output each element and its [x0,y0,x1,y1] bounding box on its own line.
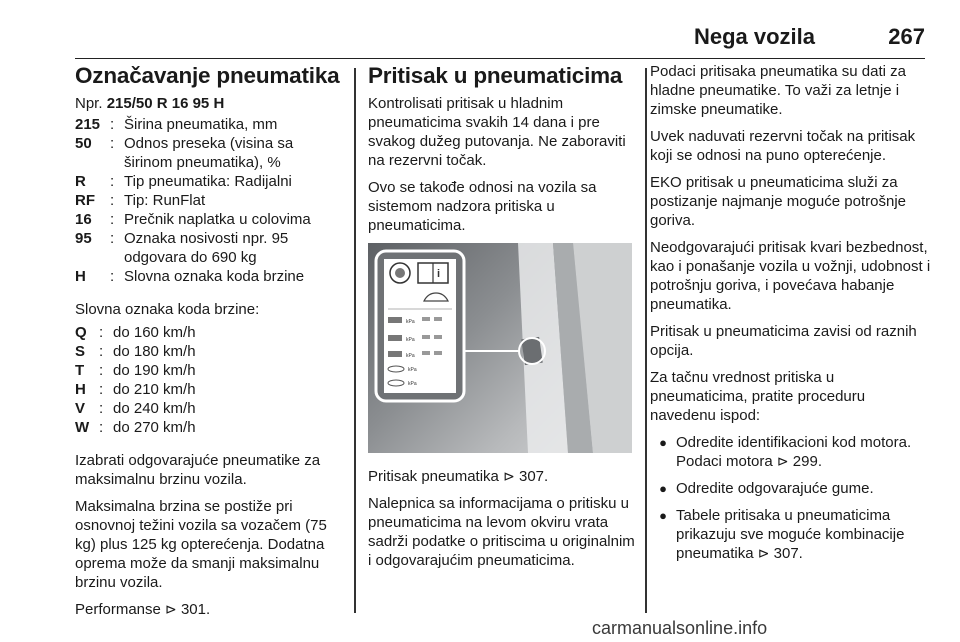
page-ref[interactable]: 307. [773,545,803,562]
column-pressure-details [650,62,932,571]
paragraph: Ovo se takođe odnosi na vozila sa sistemom nadzora pritiska u pneumaticima. [368,179,597,234]
speed-row: H : do 210 km/h [75,381,196,398]
column-divider [354,68,356,613]
paragraph: Neodgovarajući pritisak kvari bezbednost, kao i ponašanje vozila u vožnji, udobnost i potrošnju goriva, i povećava habanje pneumatika. [650,239,931,313]
example-code: 215/50 R 16 95 H [106,95,225,112]
kpa-label: kPa [406,319,415,325]
page-ref-icon: ⊳ [165,601,177,617]
def-row: R : Tip pneumatika: Radijalni [75,173,292,190]
list-item: ● Odredite identifikacioni kod motora. Podaci motora ⊳ 299. [650,433,932,471]
page-number: 267 [888,24,925,49]
speed-intro: Slovna oznaka koda brzine: [75,301,260,318]
paragraph: Kontrolisati pritisak u hladnim pneumaticima svakih 14 dana i pre svakog dužeg putovanja. Ne zaboraviti na rezervni točak. [368,95,626,169]
def-row: 215 : Širina pneumatika, mm [75,116,278,133]
door-frame-drawing [368,243,632,453]
kpa-label: kPa [406,353,415,359]
cross-reference: Pritisak pneumatika ⊳ 307. [368,468,549,485]
paragraph: Izabrati odgovarajuće pneumatike za maksimalnu brzinu vozila. [75,452,321,488]
svg-text:i: i [437,268,441,280]
def-row: H : Slovna oznaka koda brzine [75,268,305,285]
speed-code-list [75,323,343,437]
list-item: ● Tabele pritisaka u pneumaticima prikazuju sve moguće kombinacije pneumatika ⊳ 307. [650,506,932,563]
cross-reference: Performanse ⊳ 301. [75,601,211,618]
def-row: RF : Tip: RunFlat [75,192,206,209]
heading-tire-marking: Označavanje pneumatika [75,63,340,88]
def-row: 50 : Odnos preseka (visina sa širinom pneumatika), % [75,135,294,171]
speed-row: Q : do 160 km/h [75,324,196,341]
column-divider [645,68,647,613]
speed-row: W : do 270 km/h [75,419,196,436]
kpa-label: kPa [408,367,417,373]
speed-row: V : do 240 km/h [75,400,196,417]
page-ref[interactable]: 299. [792,453,822,470]
paragraph: Uvek naduvati rezervni točak na pritisak koji se odnosi na puno opterećenje. [650,128,916,164]
tire-pressure-label-illustration [368,243,632,453]
page-ref-icon: ⊳ [503,468,515,484]
bullet-icon: ● [659,508,667,523]
paragraph: Nalepnica sa informacijama o pritisku u pneumaticima na levom okviru vrata sadrži podatke o pritiscima u originalnim i odgovarajućim pneumaticima. [368,495,635,569]
def-row: 95 : Oznaka nosivosti npr. 95 odgovara do 690 kg [75,230,289,266]
paragraph: Maksimalna brzina se postiže pri osnovnoj težini vozila sa vozačem (75 kg) plus 125 kg opterećenja. Dodatna oprema može da smanji maksimalnu brzinu vozila. [75,498,327,591]
kpa-label: kPa [406,337,415,343]
heading-tire-pressure: Pritisak u pneumaticima [368,63,623,88]
column-tire-pressure [368,62,636,578]
column-tire-marking [75,62,343,627]
kpa-label: kPa [408,381,417,387]
speed-row: T : do 190 km/h [75,362,196,379]
paragraph: Pritisak u pneumaticima zavisi od raznih opcija. [650,323,917,359]
example-line: Npr. 215/50 R 16 95 H [75,95,225,112]
tire-code-list [75,115,343,286]
page-ref[interactable]: 307. [518,468,549,485]
watermark: carmanualsonline.info [592,618,768,638]
bullet-icon: ● [659,435,667,450]
page-ref-icon: ⊳ [776,453,789,469]
paragraph: Podaci pritisaka pneumatika su dati za hladne pneumatike. To važi za letnje i zimske pneumatike. [650,63,906,118]
paragraph: Za tačnu vrednost pritiska u pneumaticima, pratite proceduru navedenu ispod: [650,369,866,424]
section-title: Nega vozila [693,24,815,49]
def-row: 16 : Prečnik naplatka u colovima [75,211,311,228]
paragraph: EKO pritisak u pneumaticima služi za postizanje najmanje moguće potrošnje goriva. [650,174,906,229]
speed-row: S : do 180 km/h [75,343,196,360]
bullet-icon: ● [659,481,667,496]
page-header [75,18,925,59]
list-item: ● Odredite odgovarajuće gume. [650,479,932,498]
page-ref[interactable]: 301. [180,601,211,618]
page-ref-icon: ⊳ [757,545,770,561]
